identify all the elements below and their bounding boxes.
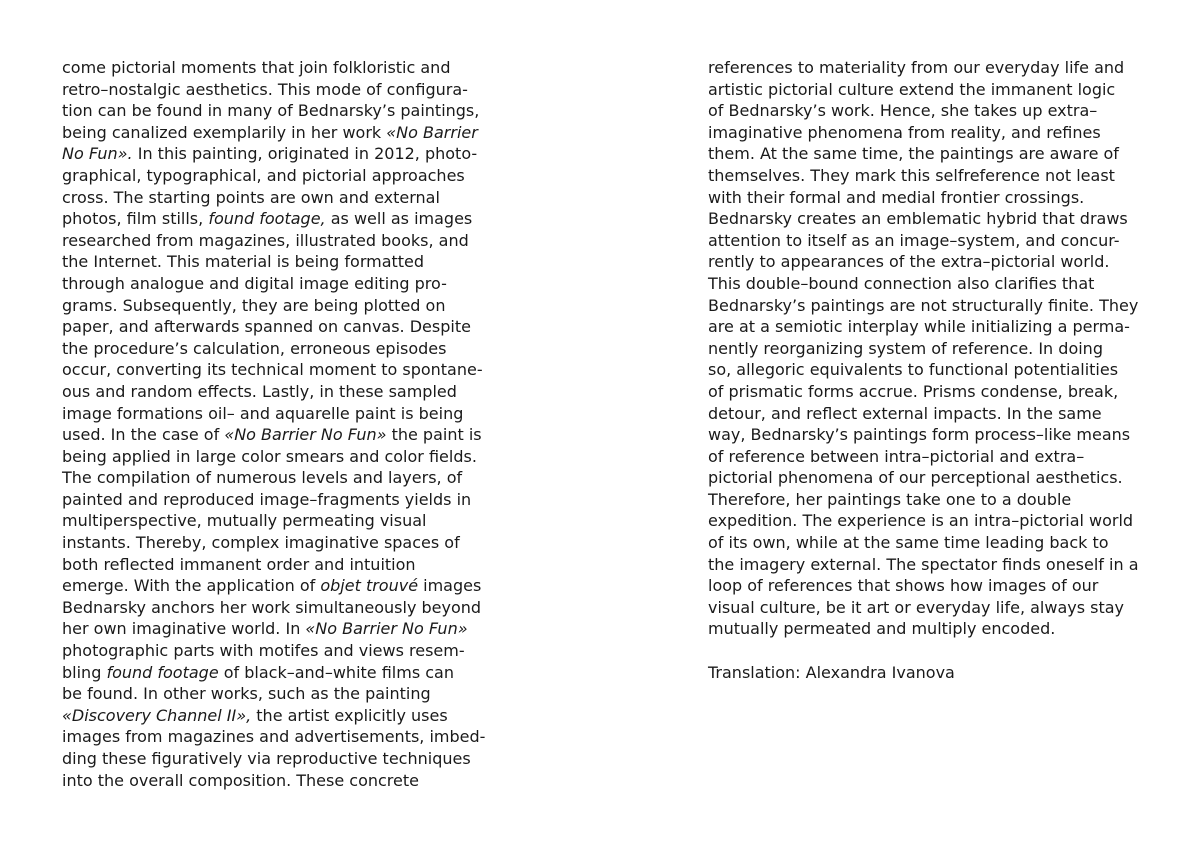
- text-line: [62, 338, 502, 360]
- text-segment: This double–bound connection also clarifies that: [708, 273, 1095, 293]
- text-line: [708, 381, 1148, 403]
- text-line: [708, 359, 1148, 381]
- text-line: [708, 79, 1148, 101]
- text-line: [708, 143, 1148, 165]
- text-segment: come pictorial moments that join folkloristic and: [62, 58, 451, 77]
- text-segment: images from magazines and advertisements, imbed-: [62, 727, 486, 747]
- text-segment: the procedure’s calculation, erroneous episodes: [62, 338, 447, 358]
- text-line: [62, 122, 502, 144]
- text-segment: of its own, while at the same time leading back to: [708, 533, 1109, 553]
- text-segment: Therefore, her paintings take one to a double: [708, 489, 1072, 509]
- text-line: [62, 748, 502, 770]
- text-line: [708, 618, 1148, 640]
- text-segment: occur, converting its technical moment to spontane-: [62, 360, 483, 380]
- text-line: [708, 57, 1148, 79]
- text-line: [62, 467, 502, 489]
- text-line: [62, 683, 502, 705]
- text-line: [62, 489, 502, 511]
- text-line: [62, 230, 502, 252]
- text-line: [62, 705, 502, 727]
- text-line: [708, 187, 1148, 209]
- text-line: [62, 424, 502, 446]
- text-segment: researched from magazines, illustrated books, and: [62, 230, 469, 250]
- text-segment: into the overall composition. These concrete: [62, 770, 419, 790]
- text-segment: so, allegoric equivalents to functional potentialities: [708, 360, 1119, 380]
- italic-text: «Discovery Channel II»,: [62, 705, 252, 725]
- text-line: [708, 554, 1148, 576]
- text-segment: imaginative phenomena from reality, and refines: [708, 122, 1101, 142]
- text-line: [62, 79, 502, 101]
- text-segment: Bednarsky anchors her work simultaneously beyond: [62, 597, 482, 617]
- text-segment: references to materiality from our everyday life and: [708, 58, 1125, 77]
- text-segment: image formations oil– and aquarelle paint is being: [62, 403, 464, 423]
- text-segment: emerge. With the application of: [62, 576, 321, 596]
- text-line: [708, 338, 1148, 360]
- text-segment: being canalized exemplarily in her work: [62, 122, 387, 142]
- italic-text: «No Barrier: [386, 122, 478, 142]
- text-line: [62, 251, 502, 273]
- text-segment: bling: [62, 662, 107, 682]
- text-segment: with their formal and medial frontier crossings.: [708, 187, 1085, 207]
- text-segment: paper, and afterwards spanned on canvas. Despite: [62, 317, 471, 337]
- text-segment: of reference between intra–pictorial and extra–: [708, 446, 1085, 466]
- text-line: [708, 230, 1148, 252]
- text-segment: nently reorganizing system of reference. In doing: [708, 338, 1103, 358]
- text-line: [708, 403, 1148, 425]
- text-line: [62, 165, 502, 187]
- text-line: [62, 770, 502, 792]
- text-line: [62, 143, 502, 165]
- text-segment: expedition. The experience is an intra–pictorial world: [708, 511, 1134, 531]
- italic-text: «No Barrier No Fun»: [224, 425, 387, 445]
- text-segment: photographic parts with motifes and views resem-: [62, 641, 465, 661]
- italic-text: No Fun».: [62, 144, 133, 164]
- text-line: [62, 57, 502, 79]
- italic-text: «No Barrier No Fun»: [305, 619, 468, 639]
- text-segment: of prismatic forms accrue. Prisms condense, break,: [708, 381, 1119, 401]
- text-segment: being applied in large color smears and color fields.: [62, 446, 477, 466]
- text-segment: images: [418, 576, 482, 596]
- text-segment: the artist explicitly uses: [251, 705, 448, 725]
- italic-text: found footage,: [208, 209, 326, 229]
- text-segment: be found. In other works, such as the painting: [62, 684, 431, 704]
- text-line: [62, 100, 502, 122]
- text-segment: themselves. They mark this selfreference not least: [708, 165, 1115, 185]
- text-line: [62, 640, 502, 662]
- text-segment: pictorial phenomena of our perceptional aesthetics.: [708, 468, 1123, 488]
- text-segment: grams. Subsequently, they are being plotted on: [62, 295, 446, 315]
- text-line: [708, 251, 1148, 273]
- text-line: [62, 662, 502, 684]
- text-segment: Bednarsky’s paintings are not structurally finite. They: [708, 295, 1139, 315]
- text-line: [62, 359, 502, 381]
- text-line: [708, 273, 1148, 295]
- text-segment: way, Bednarsky’s paintings form process–like means: [708, 425, 1131, 445]
- text-segment: cross. The starting points are own and external: [62, 187, 440, 207]
- text-segment: instants. Thereby, complex imaginative spaces of: [62, 533, 460, 553]
- text-line: [708, 575, 1148, 597]
- text-segment: used. In the case of: [62, 425, 225, 445]
- right-text-column: [708, 57, 1148, 683]
- text-segment: Bednarsky creates an emblematic hybrid that draws: [708, 209, 1128, 229]
- text-line: [708, 467, 1148, 489]
- text-segment: the Internet. This material is being formatted: [62, 252, 425, 272]
- text-line: [708, 597, 1148, 619]
- text-segment: through analogue and digital image editing pro-: [62, 273, 447, 293]
- text-segment: the paint is: [386, 425, 482, 445]
- text-segment: retro–nostalgic aesthetics. This mode of configura-: [62, 79, 468, 99]
- text-line: [62, 597, 502, 619]
- text-segment: tion can be found in many of Bednarsky’s paintings,: [62, 101, 480, 121]
- text-segment: In this painting, originated in 2012, photo-: [132, 144, 478, 164]
- text-line: [62, 726, 502, 748]
- left-text-column: [62, 57, 502, 791]
- text-line: [708, 510, 1148, 532]
- italic-text: found footage: [106, 662, 219, 682]
- text-line: [62, 446, 502, 468]
- text-segment: as well as images: [325, 209, 473, 229]
- paragraph-spacer: [708, 640, 1148, 662]
- text-segment: of black–and–white films can: [218, 662, 454, 682]
- text-segment: painted and reproduced image–fragments yields in: [62, 489, 472, 509]
- text-line: [708, 489, 1148, 511]
- text-line: [62, 316, 502, 338]
- text-segment: rently to appearances of the extra–pictorial world.: [708, 252, 1110, 272]
- text-segment: both reflected immanent order and intuition: [62, 554, 416, 574]
- text-line: [708, 165, 1148, 187]
- text-line: [62, 554, 502, 576]
- text-line: [62, 295, 502, 317]
- text-segment: attention to itself as an image–system, and concur-: [708, 230, 1120, 250]
- text-segment: graphical, typographical, and pictorial approaches: [62, 165, 465, 185]
- italic-text: objet trouvé: [320, 576, 419, 596]
- text-line: [708, 446, 1148, 468]
- text-line: [708, 316, 1148, 338]
- text-line: [708, 100, 1148, 122]
- text-line: [62, 618, 502, 640]
- text-line: [708, 122, 1148, 144]
- text-line: [62, 187, 502, 209]
- text-segment: visual culture, be it art or everyday life, always stay: [708, 597, 1125, 617]
- text-line: [62, 273, 502, 295]
- text-segment: photos, film stills,: [62, 209, 209, 229]
- text-line: [62, 208, 502, 230]
- text-line: [62, 381, 502, 403]
- text-segment: detour, and reflect external impacts. In the same: [708, 403, 1102, 423]
- text-segment: mutually permeated and multiply encoded.: [708, 619, 1056, 639]
- text-segment: loop of references that shows how images of our: [708, 576, 1099, 596]
- text-segment: of Bednarsky’s work. Hence, she takes up extra–: [708, 101, 1098, 121]
- text-segment: multiperspective, mutually permeating visual: [62, 511, 427, 531]
- text-segment: The compilation of numerous levels and layers, of: [62, 468, 463, 488]
- text-line: [708, 208, 1148, 230]
- text-line: [708, 424, 1148, 446]
- text-segment: are at a semiotic interplay while initializing a perma-: [708, 317, 1130, 337]
- text-line: [708, 295, 1148, 317]
- text-line: [62, 575, 502, 597]
- text-segment: the imagery external. The spectator finds oneself in a: [708, 554, 1139, 574]
- text-line: [62, 532, 502, 554]
- text-line: [708, 532, 1148, 554]
- text-segment: ding these figuratively via reproductive techniques: [62, 749, 471, 768]
- text-segment: her own imaginative world. In: [62, 619, 306, 639]
- text-segment: ous and random effects. Lastly, in these sampled: [62, 381, 457, 401]
- translation-credit: Translation: Alexandra Ivanova: [708, 662, 955, 682]
- text-segment: them. At the same time, the paintings are aware of: [708, 144, 1119, 164]
- text-segment: artistic pictorial culture extend the immanent logic: [708, 79, 1116, 99]
- text-line: [62, 403, 502, 425]
- text-line: [62, 510, 502, 532]
